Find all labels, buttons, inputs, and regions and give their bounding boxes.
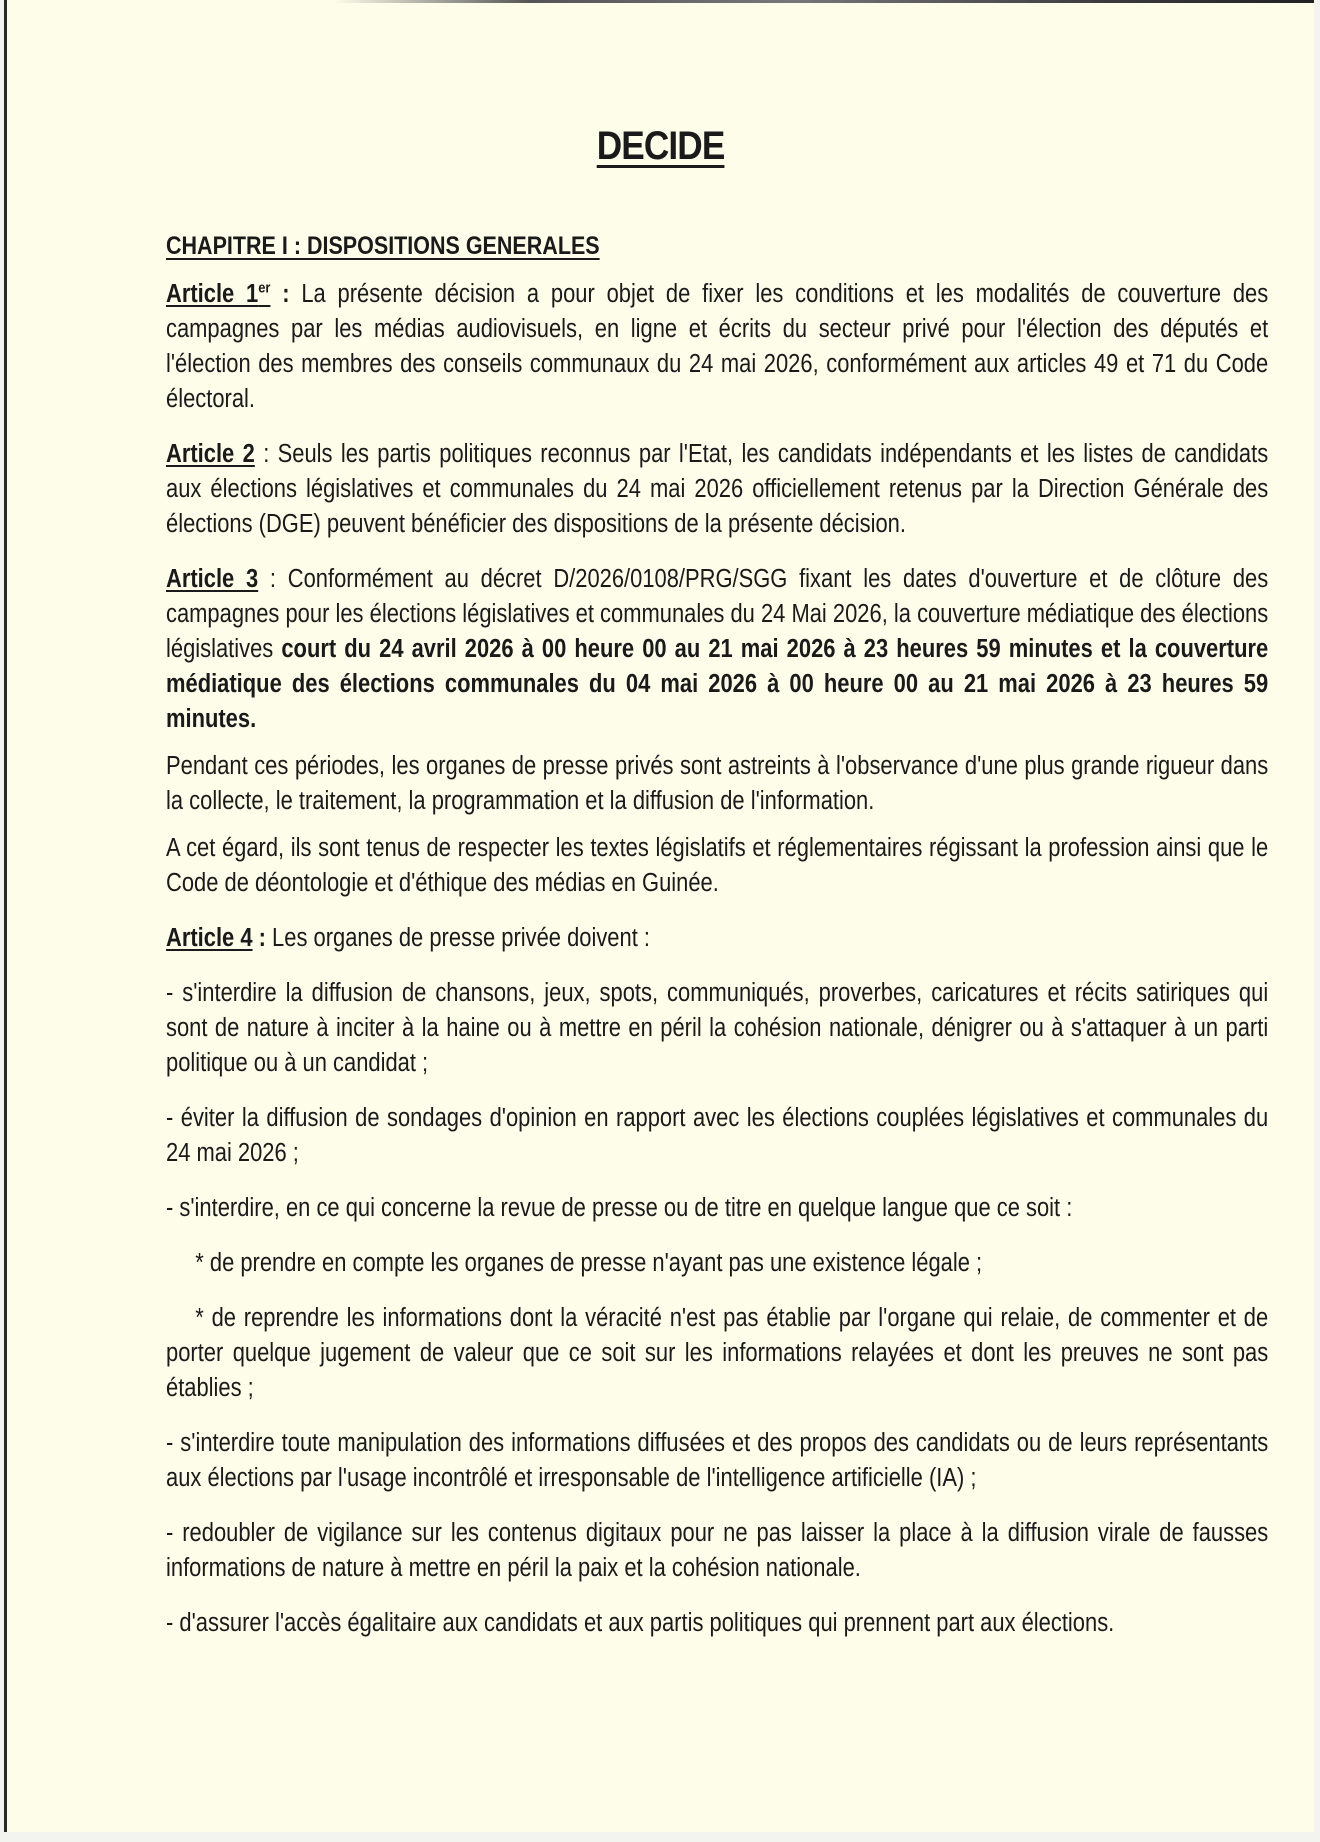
- list-item: - d'assurer l'accès égalitaire aux candidats et aux partis politiques qui prennent part aux élections.: [166, 1609, 1115, 1637]
- document-page: [4, 0, 1314, 1832]
- list-item: - s'interdire toute manipulation des informations diffusées et des propos des candidats ou de leurs représentants aux élections par l'usage incontrôlé et irresponsable de l'intelligence artificielle (IA) ;: [166, 1429, 1269, 1492]
- list-item: - redoubler de vigilance sur les contenus digitaux pour ne pas laisser la place à la diffusion virale de fausses informations de nature à mettre en péril la paix et la cohésion nationale.: [166, 1519, 1269, 1582]
- article-1-label: [166, 280, 270, 308]
- article-3-sep: :: [258, 565, 288, 593]
- article-2: [166, 437, 1268, 542]
- article-4-label: Article 4: [166, 924, 253, 952]
- article-3-para-2: Pendant ces périodes, les organes de presse privés sont astreints à l'observance d'une plus grande rigueur dans la collecte, le traitement, la programmation et la diffusion de l'information.: [166, 752, 1269, 815]
- document-text: [166, 232, 1268, 1641]
- article-1-text: La présente décision a pour objet de fixer les conditions et les modalités de couverture des campagnes par les médias audiovisuels, en ligne et écrits du secteur privé pour l'élection des députés et l'élection des membres des conseils communaux du 24 mai 2026, conformément aux articles 49 et 71 du Code électoral.: [166, 280, 1269, 413]
- article-1-sep: :: [270, 280, 302, 308]
- list-item: - s'interdire, en ce qui concerne la revue de presse ou de titre en quelque langue que ce soit :: [166, 1194, 1073, 1222]
- article-3-label: Article 3: [166, 565, 259, 593]
- document-body: [166, 232, 1268, 1641]
- article-3: [166, 562, 1268, 737]
- chapter-heading: CHAPITRE I : DISPOSITIONS GENERALES: [166, 232, 600, 260]
- sub-list-item: * de reprendre les informations dont la véracité n'est pas établie par l'organe qui relaie, de commenter et de porter quelque jugement de valeur que ce soit sur les informations relayées et dont les preuves ne sont pas établies ;: [166, 1304, 1269, 1402]
- title-text: DECIDE: [596, 124, 725, 168]
- article-1: [166, 277, 1268, 417]
- list-item: - s'interdire la diffusion de chansons, jeux, spots, communiqués, proverbes, caricatures et récits satiriques qui sont de nature à inciter à la haine ou à mettre en péril la cohésion nationale, dénigrer ou à s'attaquer à un parti politique ou à un candidat ;: [166, 979, 1269, 1077]
- list-item: - éviter la diffusion de sondages d'opinion en rapport avec les élections couplées législatives et communales du 24 mai 2026 ;: [166, 1104, 1269, 1167]
- article-4: [166, 921, 1268, 956]
- article-1-label-text: Article 1: [166, 280, 259, 308]
- article-2-sep: :: [254, 440, 278, 468]
- article-4-text: Les organes de presse privée doivent :: [272, 924, 650, 952]
- article-4-sep: :: [252, 924, 273, 952]
- article-3-text: Conformément au décret D/2026/0108/PRG/SGG fixant les dates d'ouverture et de clôture des campagnes pour les élections législatives et communales du 24 Mai 2026, la couverture médiatique des élections législatives: [166, 565, 1269, 663]
- article-2-label: Article 2: [166, 440, 255, 468]
- article-2-text: Seuls les partis politiques reconnus par l'Etat, les candidats indépendants et les listes de candidats aux élections législatives et communales du 24 mai 2026 officiellement retenus par la Direction Générale des élections (DGE) peuvent bénéficier des dispositions de la présente décision.: [166, 440, 1269, 538]
- article-3-bold-text: court du 24 avril 2026 à 00 heure 00 au 21 mai 2026 à 23 heures 59 minutes et la couverture médiatique des élections communales du 04 mai 2026 à 00 heure 00 au 21 mai 2026 à 23 heures 59 minutes.: [166, 635, 1269, 733]
- scan-top-edge: [7, 0, 1314, 3]
- page-title: [7, 124, 1314, 169]
- article-3-para-3: A cet égard, ils sont tenus de respecter les textes législatifs et réglementaires régissant la profession ainsi que le Code de déontologie et d'éthique des médias en Guinée.: [166, 834, 1269, 897]
- article-1-label-sup: er: [258, 279, 271, 297]
- sub-list-item: * de prendre en compte les organes de presse n'ayant pas une existence légale ;: [195, 1249, 983, 1277]
